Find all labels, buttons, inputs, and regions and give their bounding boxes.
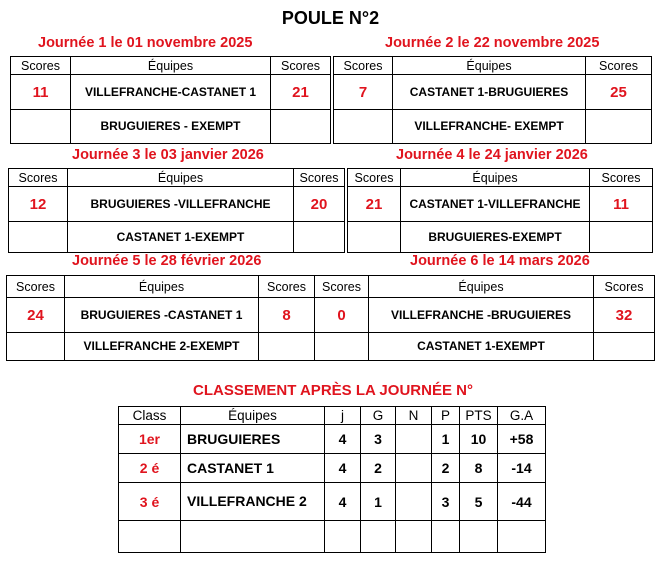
scores-header: Scores [294,169,345,187]
col-n: N [396,407,432,425]
empty-cell [460,521,498,553]
table-row [119,483,546,521]
played: 4 [325,483,361,521]
col-equipes: Équipes [181,407,325,425]
journee-5-heading: Journée 5 le 28 février 2026 [72,253,262,269]
equipes-header: Équipes [401,169,590,187]
scores-header: Scores [271,57,331,75]
score-right: 20 [294,187,345,222]
exempt-team: CASTANET 1-EXEMPT [68,222,294,253]
equipes-header: Équipes [68,169,294,187]
score-left: 21 [348,187,401,222]
score-right: 11 [590,187,653,222]
team-name: CASTANET 1 [181,454,325,483]
empty-cell [259,333,315,361]
scores-header: Scores [315,276,369,298]
equipes-header: Équipes [369,276,594,298]
classement-table [118,406,546,553]
rank: 3 é [119,483,181,521]
journee-1-table [10,56,331,144]
classement-title: CLASSEMENT APRÈS LA JOURNÉE N° [193,382,473,399]
exempt-team: VILLEFRANCHE- EXEMPT [393,110,586,144]
equipes-header: Équipes [393,57,586,75]
journee-2-heading: Journée 2 le 22 novembre 2025 [385,35,600,51]
journee-6-heading: Journée 6 le 14 mars 2026 [410,253,590,269]
empty-cell [348,222,401,253]
scores-header: Scores [259,276,315,298]
team-name: VILLEFRANCHE 2 [181,483,325,521]
lost: 1 [432,425,460,454]
empty-cell [361,521,396,553]
col-g: G [361,407,396,425]
journee-6-table [368,275,655,361]
goal-average: -44 [498,483,546,521]
scores-header: Scores [334,57,393,75]
col-p: P [432,407,460,425]
empty-cell [334,110,393,144]
draw [396,425,432,454]
journee-2-table [333,56,652,144]
played: 4 [325,425,361,454]
table-row [119,454,546,483]
score-left: 0 [315,298,369,333]
points: 5 [460,483,498,521]
empty-cell [119,521,181,553]
points: 10 [460,425,498,454]
empty-cell [594,333,655,361]
empty-cell [498,521,546,553]
equipes-header: Équipes [71,57,271,75]
scores-header: Scores [9,169,68,187]
goal-average: -14 [498,454,546,483]
empty-cell [181,521,325,553]
rank: 2 é [119,454,181,483]
match-teams: BRUGUIERES -CASTANET 1 [65,298,259,333]
empty-cell [11,110,71,144]
scores-header: Scores [348,169,401,187]
score-right: 8 [259,298,315,333]
score-right: 25 [586,75,652,110]
journee-3-table [8,168,345,253]
scores-header: Scores [590,169,653,187]
scores-header: Scores [7,276,65,298]
won: 3 [361,425,396,454]
goal-average: +58 [498,425,546,454]
score-right: 21 [271,75,331,110]
exempt-team: BRUGUIERES-EXEMPT [401,222,590,253]
scores-header: Scores [11,57,71,75]
empty-cell [590,222,653,253]
empty-cell [325,521,361,553]
played: 4 [325,454,361,483]
scores-header: Scores [594,276,655,298]
journee-5-table [6,275,369,361]
team-name: BRUGUIERES [181,425,325,454]
col-ga: G.A [498,407,546,425]
match-teams: VILLEFRANCHE-CASTANET 1 [71,75,271,110]
match-teams: VILLEFRANCHE -BRUGUIERES [369,298,594,333]
match-teams: BRUGUIERES -VILLEFRANCHE [68,187,294,222]
col-class: Class [119,407,181,425]
rank: 1er [119,425,181,454]
empty-cell [7,333,65,361]
lost: 2 [432,454,460,483]
won: 2 [361,454,396,483]
match-teams: CASTANET 1-VILLEFRANCHE [401,187,590,222]
lost: 3 [432,483,460,521]
score-left: 12 [9,187,68,222]
journee-4-table [347,168,653,253]
journee-1-heading: Journée 1 le 01 novembre 2025 [38,35,253,51]
equipes-header: Équipes [65,276,259,298]
empty-cell [586,110,652,144]
empty-cell [315,333,369,361]
score-left: 24 [7,298,65,333]
score-left: 7 [334,75,393,110]
empty-cell [432,521,460,553]
exempt-team: CASTANET 1-EXEMPT [369,333,594,361]
journee-3-heading: Journée 3 le 03 janvier 2026 [72,147,264,163]
table-row [119,425,546,454]
draw [396,454,432,483]
won: 1 [361,483,396,521]
empty-cell [396,521,432,553]
journee-4-heading: Journée 4 le 24 janvier 2026 [396,147,588,163]
score-left: 11 [11,75,71,110]
draw [396,483,432,521]
table-row [119,521,546,553]
empty-cell [9,222,68,253]
col-pts: PTS [460,407,498,425]
exempt-team: BRUGUIERES - EXEMPT [71,110,271,144]
scores-header: Scores [586,57,652,75]
points: 8 [460,454,498,483]
empty-cell [271,110,331,144]
page-title: POULE N°2 [281,8,380,28]
exempt-team: VILLEFRANCHE 2-EXEMPT [65,333,259,361]
empty-cell [294,222,345,253]
col-j: j [325,407,361,425]
match-teams: CASTANET 1-BRUGUIERES [393,75,586,110]
score-right: 32 [594,298,655,333]
